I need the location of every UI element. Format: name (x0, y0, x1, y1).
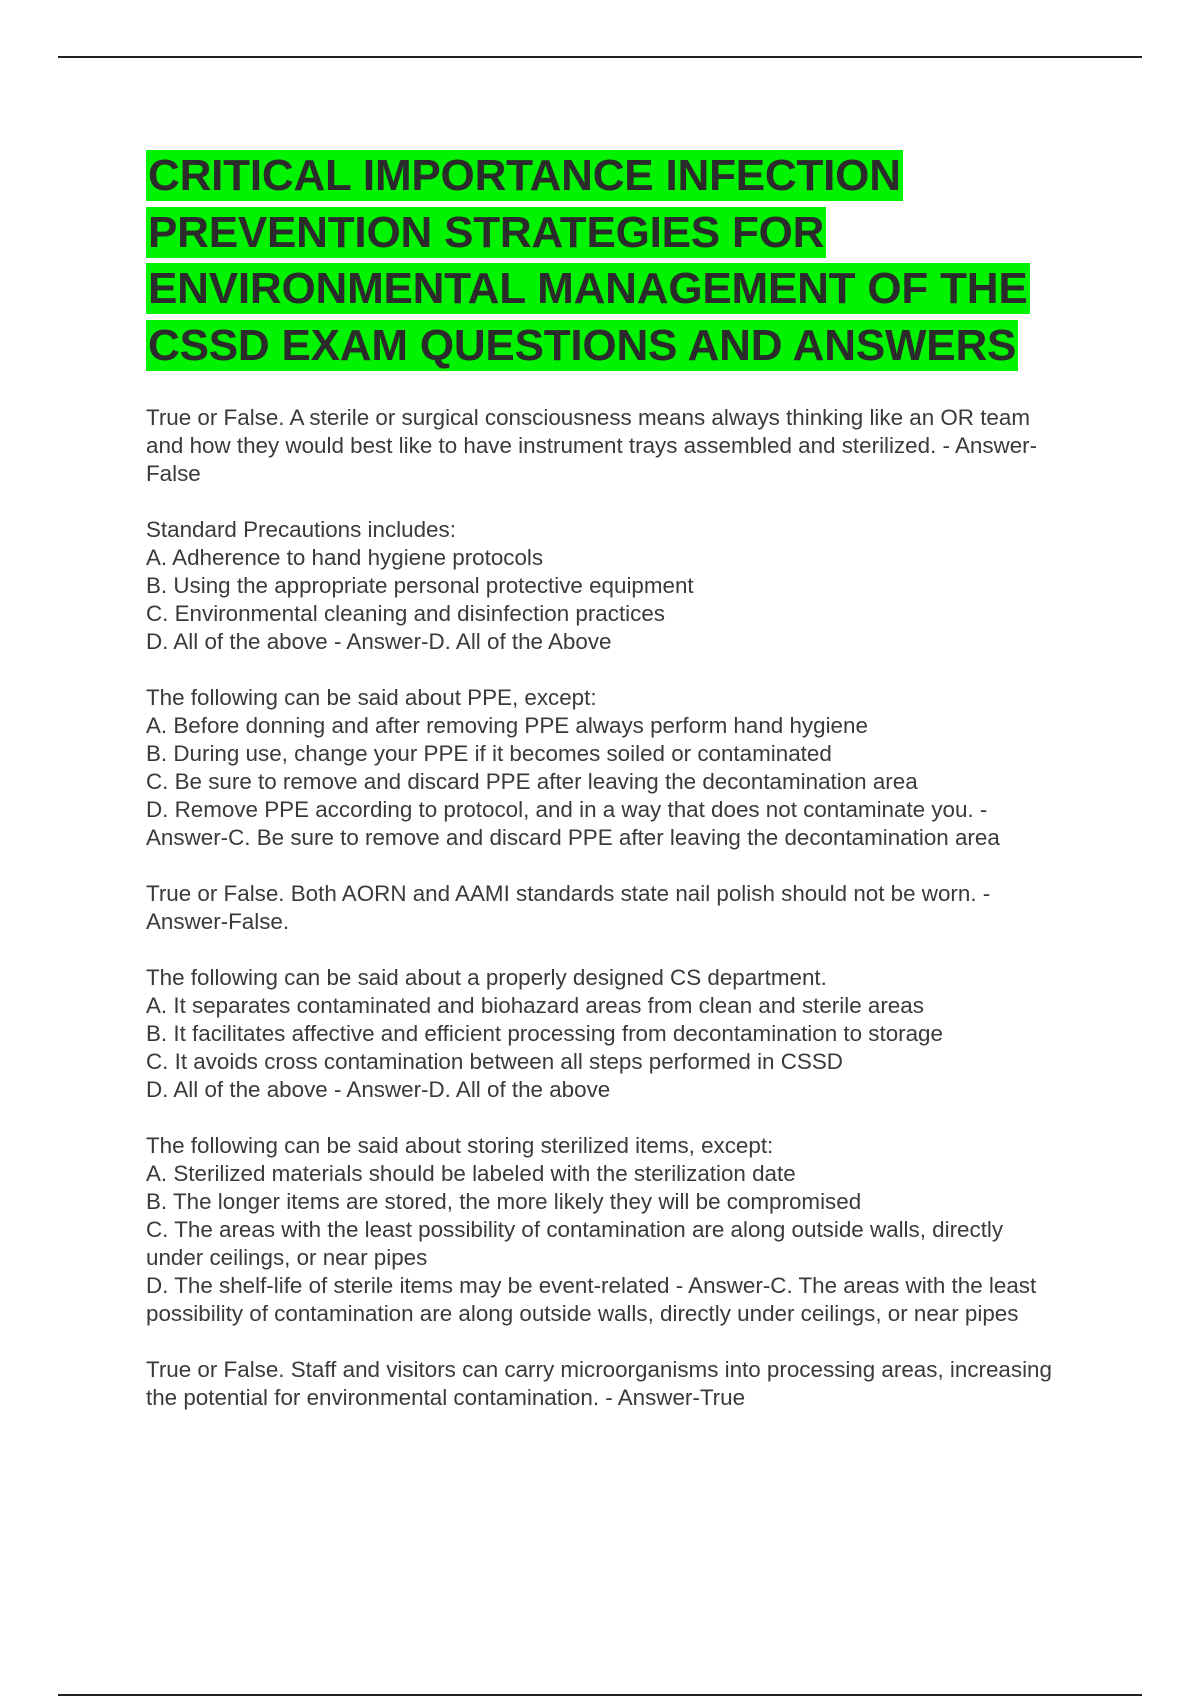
question-line: A. Adherence to hand hygiene protocols (146, 545, 544, 570)
question-text: True or False. Staff and visitors can carry microorganisms into processing areas, increasing the potential for environmental contamination. - Answer-True (146, 1357, 1052, 1410)
question-block (146, 964, 1066, 1104)
question-line: D. Remove PPE according to protocol, and in a way that does not contaminate you. - Answer-C. Be sure to remove and discard PPE after leaving the decontamination area (146, 797, 1000, 850)
question-line: B. It facilitates affective and efficient processing from decontamination to storage (146, 1021, 943, 1046)
question-line: B. The longer items are stored, the more likely they will be compromised (146, 1189, 862, 1214)
document-body (146, 148, 1066, 1440)
question-block (146, 684, 1066, 852)
question-text: Standard Precautions includes: (146, 517, 456, 542)
question-list (146, 404, 1066, 1412)
question-block (146, 1356, 1066, 1412)
question-text: True or False. Both AORN and AAMI standards state nail polish should not be worn. - Answer-False. (146, 881, 991, 934)
question-line: C. Environmental cleaning and disinfection practices (146, 601, 665, 626)
title-highlight: CRITICAL IMPORTANCE INFECTION PREVENTION STRATEGIES FOR ENVIRONMENTAL MANAGEMENT OF THE CSSD EXAM QUESTIONS AND ANSWERS (148, 151, 1028, 370)
question-text: True or False. A sterile or surgical consciousness means always thinking like an OR team and how they would best like to have instrument trays assembled and sterilized. - Answer-False (146, 405, 1038, 486)
question-line: A. Before donning and after removing PPE always perform hand hygiene (146, 713, 868, 738)
document-title (146, 148, 1066, 374)
question-line: D. All of the above - Answer-D. All of the above (146, 1077, 611, 1102)
question-block (146, 1132, 1066, 1328)
question-block (146, 404, 1066, 488)
question-line: B. Using the appropriate personal protective equipment (146, 573, 694, 598)
question-line: D. The shelf-life of sterile items may be event-related - Answer-C. The areas with the least possibility of contamination are along outside walls, directly under ceilings, or near pipes (146, 1273, 1037, 1326)
question-block (146, 516, 1066, 656)
question-line: A. Sterilized materials should be labeled with the sterilization date (146, 1161, 796, 1186)
question-line: D. All of the above - Answer-D. All of the Above (146, 629, 612, 654)
question-line: B. During use, change your PPE if it becomes soiled or contaminated (146, 741, 832, 766)
bottom-divider (58, 1694, 1142, 1696)
question-line: C. The areas with the least possibility of contamination are along outside walls, directly under ceilings, or near pipes (146, 1217, 1004, 1270)
question-line: A. It separates contaminated and biohazard areas from clean and sterile areas (146, 993, 924, 1018)
question-line: C. Be sure to remove and discard PPE after leaving the decontamination area (146, 769, 918, 794)
question-line: C. It avoids cross contamination between all steps performed in CSSD (146, 1049, 843, 1074)
question-block (146, 880, 1066, 936)
question-text: The following can be said about storing sterilized items, except: (146, 1133, 774, 1158)
question-text: The following can be said about PPE, except: (146, 685, 597, 710)
question-text: The following can be said about a properly designed CS department. (146, 965, 827, 990)
top-divider (58, 56, 1142, 58)
